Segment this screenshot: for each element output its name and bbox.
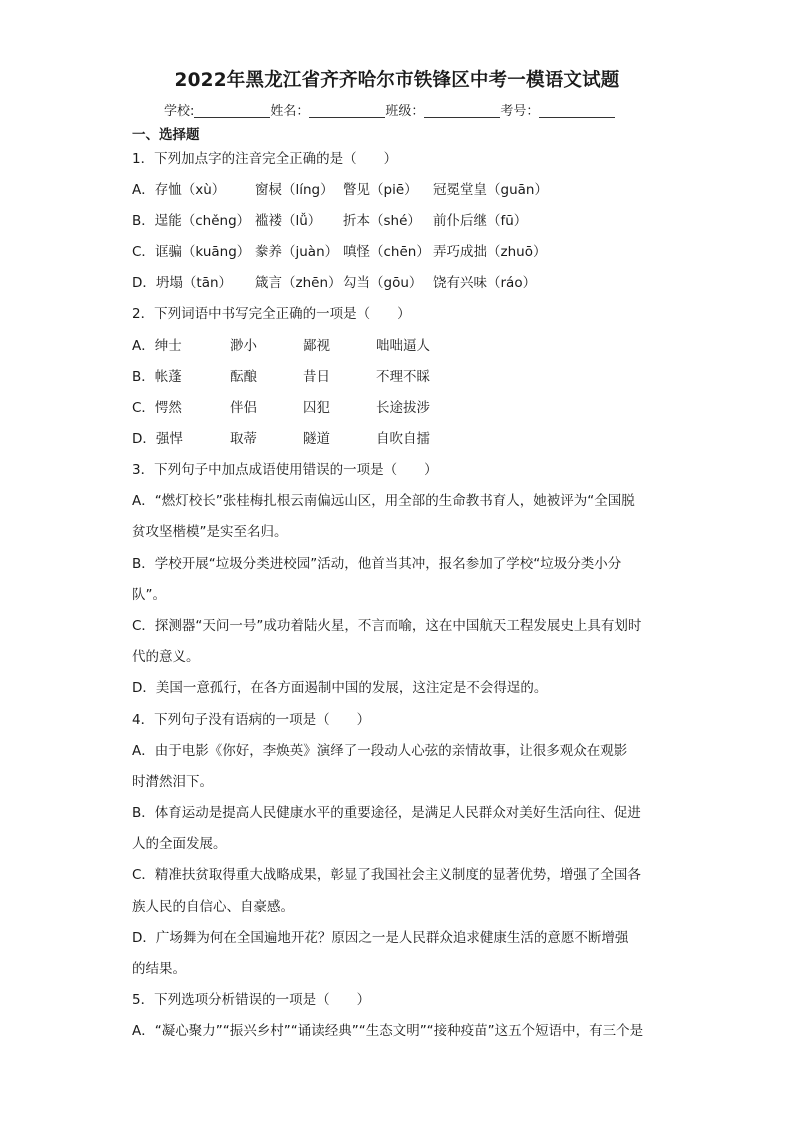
class-label: 班级： (385, 104, 425, 119)
q4-option-b-line2: 人的全面发展。 (132, 836, 227, 852)
q1-d-1: D．坍塌（tān） (132, 275, 233, 291)
school-blank[interactable] (194, 103, 270, 118)
q3-option-d-line1: D．美国一意孤行，在各方面遏制中国的发展，这注定是不会得逞的。 (132, 680, 548, 696)
q1-a-1: A．存恤（xù） (132, 182, 226, 198)
q2-c-1: C．愕然 (132, 400, 182, 416)
q4-option-a-line1: A．由于电影《你好，李焕英》演绎了一段动人心弦的亲情故事，让很多观众在观影 (132, 743, 628, 759)
q1-c-4: 弄巧成拙（zhuō） (433, 244, 547, 260)
q2-d-3: 隧道 (303, 431, 330, 447)
q2-c-2: 伴侣 (230, 400, 257, 416)
q1-b-2: 褴褛（lǚ） (255, 213, 322, 229)
q1-d-2: 箴言（zhēn） (255, 275, 342, 291)
q1-a-3: 瞥见（piē） (343, 182, 418, 198)
q4-option-d-line1: D．广场舞为何在全国遍地开花？原因之一是人民群众追求健康生活的意愿不断增强 (132, 930, 629, 946)
q4-option-b-line1: B．体育运动是提高人民健康水平的重要途径，是满足人民群众对美好生活向往、促进 (132, 805, 641, 821)
number-label: 考号： (500, 104, 540, 119)
q1-c-1: C．诓骗（kuāng） (132, 244, 251, 260)
q5-option-a-line1: A．“凝心聚力”“振兴乡村”“诵读经典”“生态文明”“接种疫苗”这五个短语中，有三个是 (132, 1023, 644, 1039)
q1-d-4: 饶有兴味（ráo） (433, 275, 537, 291)
q1-stem: 1．下列加点字的注音完全正确的是（ ） (132, 151, 398, 167)
section-heading: 一、选择题 (132, 127, 200, 143)
q5-stem: 5．下列选项分析错误的一项是（ ） (132, 992, 371, 1008)
q4-option-d-line2: 的结果。 (132, 961, 186, 977)
q3-stem: 3．下列句子中加点成语使用错误的一项是（ ） (132, 462, 438, 478)
q3-option-a-line1: A．“燃灯校长”张桂梅扎根云南偏远山区，用全部的生命教书育人，她被评为“全国脱 (132, 493, 635, 509)
q1-b-4: 前仆后继（fū） (433, 213, 528, 229)
q2-stem: 2．下列词语中书写完全正确的一项是（ ） (132, 306, 411, 322)
school-label: 学校: (164, 104, 195, 119)
q2-d-1: D．强悍 (132, 431, 183, 447)
q1-d-3: 勾当（gōu） (343, 275, 423, 291)
q1-c-3: 嗔怪（chēn） (343, 244, 430, 260)
q3-option-c-line2: 代的意义。 (132, 649, 200, 665)
q2-b-2: 酝酿 (230, 369, 257, 385)
q2-a-3: 鄙视 (303, 338, 330, 354)
number-blank[interactable] (539, 103, 615, 118)
page-title: 2022年黑龙江省齐齐哈尔市铁锋区中考一模语文试题 (174, 70, 620, 91)
q2-a-1: A．绅士 (132, 338, 182, 354)
name-label: 姓名： (270, 104, 310, 119)
class-blank[interactable] (424, 103, 500, 118)
q1-c-2: 豢养（juàn） (255, 244, 339, 260)
q1-a-4: 冠冕堂皇（guān） (433, 182, 548, 198)
q1-b-1: B．逞能（chěng） (132, 213, 251, 229)
q2-c-3: 囚犯 (303, 400, 330, 416)
name-blank[interactable] (309, 103, 385, 118)
q3-option-c-line1: C．探测器“天问一号”成功着陆火星，不言而喻，这在中国航天工程发展史上具有划时 (132, 618, 642, 634)
q2-b-3: 昔日 (303, 369, 330, 385)
q2-a-2: 渺小 (230, 338, 257, 354)
q3-option-b-line1: B．学校开展“垃圾分类进校园”活动，他首当其冲，报名参加了学校“垃圾分类小分 (132, 556, 622, 572)
q1-a-2: 窗棂（líng） (255, 182, 334, 198)
q3-option-b-line2: 队”。 (132, 587, 166, 603)
student-info-line (164, 101, 615, 123)
q3-option-a-line2: 贫攻坚楷模”是实至名归。 (132, 524, 288, 540)
q2-c-4: 长途拔涉 (376, 400, 430, 416)
q4-option-a-line2: 时潸然泪下。 (132, 774, 213, 790)
q2-a-4: 咄咄逼人 (376, 338, 430, 354)
q4-option-c-line1: C．精准扶贫取得重大战略成果，彰显了我国社会主义制度的显著优势，增强了全国各 (132, 867, 641, 883)
q2-d-4: 自吹自擂 (376, 431, 430, 447)
q2-b-1: B．帐蓬 (132, 369, 182, 385)
q2-d-2: 取蒂 (230, 431, 257, 447)
q4-option-c-line2: 族人民的自信心、自豪感。 (132, 899, 294, 915)
q4-stem: 4．下列句子没有语病的一项是（ ） (132, 712, 371, 728)
q2-b-4: 不理不睬 (376, 369, 430, 385)
q1-b-3: 折本（shé） (343, 213, 421, 229)
